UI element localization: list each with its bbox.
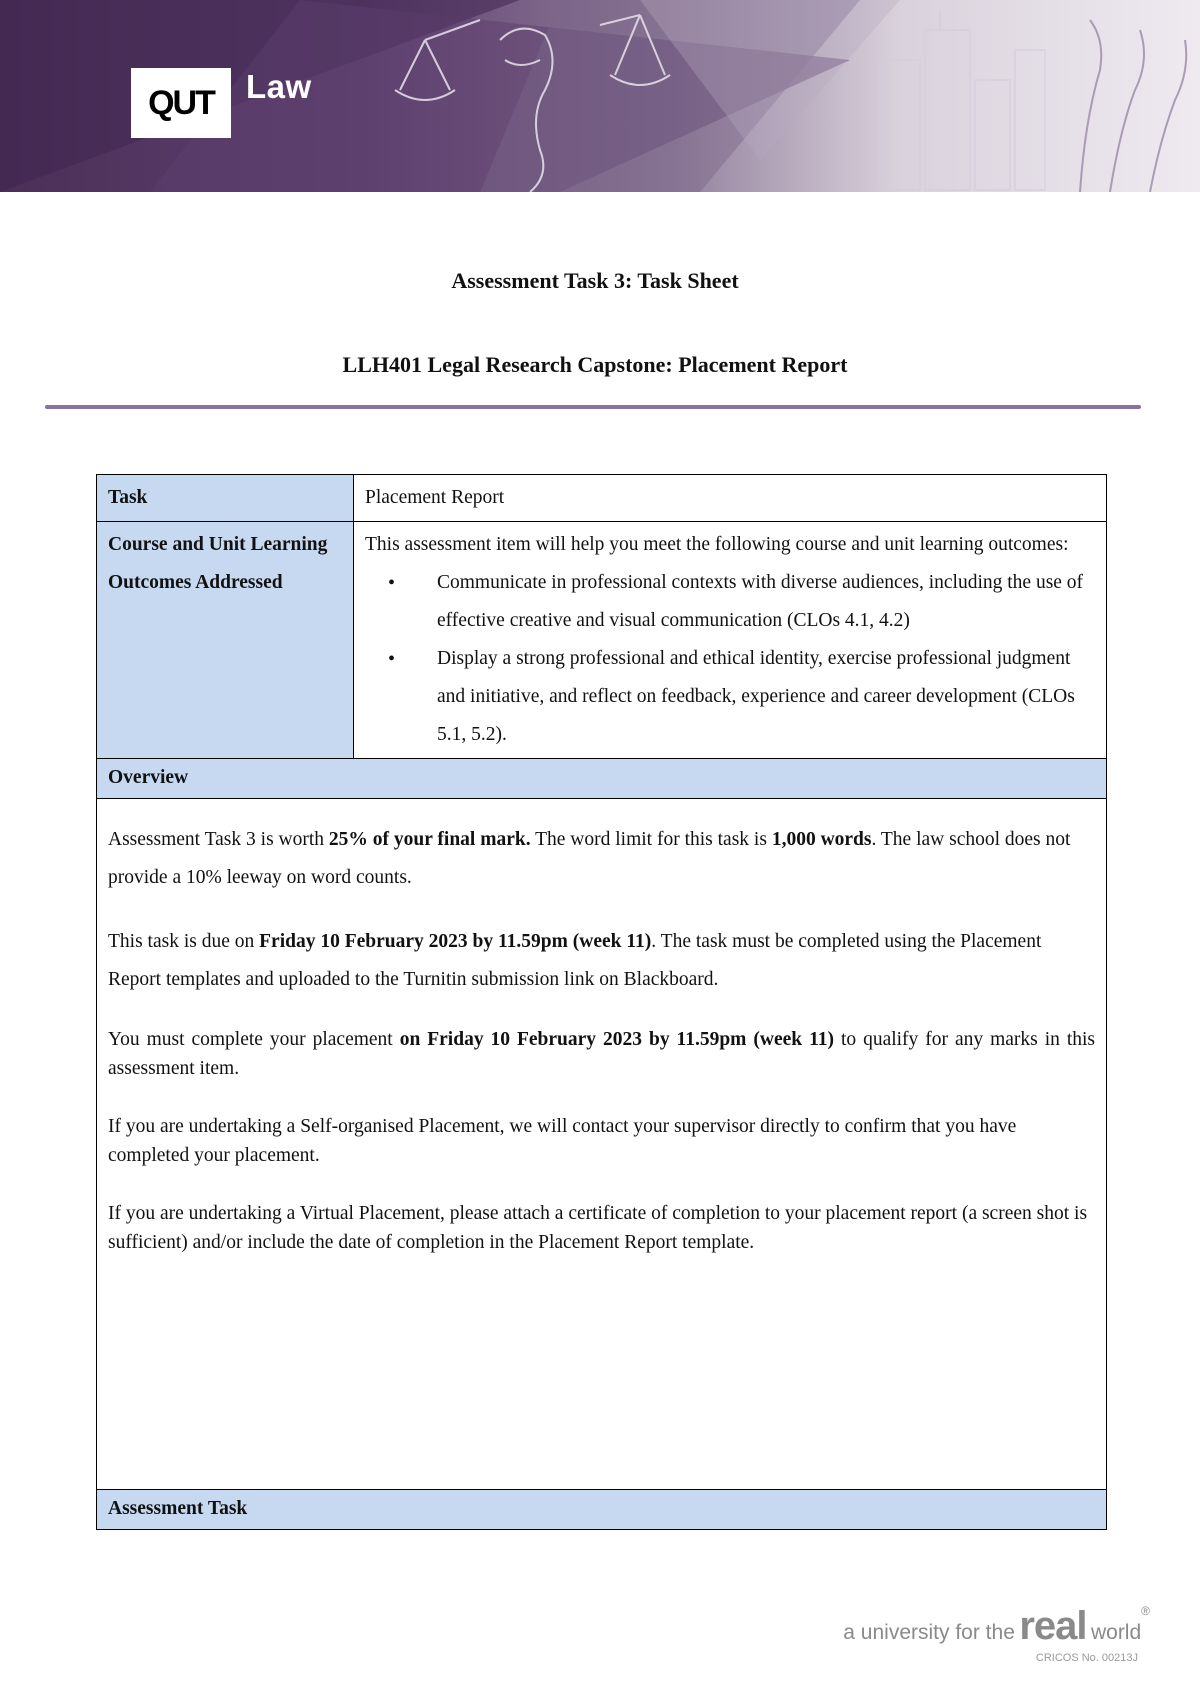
logo-qut-text: QUT [148,83,214,122]
table-row-overview-body [97,799,1106,1490]
outcomes-cell [354,522,1106,758]
table-row-task [97,475,1106,522]
table-row-outcomes [97,522,1106,759]
task-value: Placement Report [365,487,505,508]
tagline-text: a university for the [843,1621,1015,1644]
table-row-assessment-task [97,1490,1106,1529]
task-sheet-table [96,474,1107,1530]
task-label: Task [97,475,354,521]
overview-body [97,799,1106,1489]
overview-heading: Overview [97,759,1106,798]
tagline-world: world [1090,1621,1142,1644]
table-row-overview-head [97,759,1106,799]
overview-paragraph-1: Assessment Task 3 is worth 25% of your final mark. The word limit for this task is 1,000 words. The law school does not provide a 10% leeway on word counts. [108,829,1071,888]
title-divider [45,405,1141,409]
registered-mark: ® [1141,1604,1150,1618]
cricos-number: CRICOS No. 00213J [1035,1652,1138,1664]
university-tagline [843,1604,1150,1649]
overview-paragraph-3: You must complete your placement on Friday 10 February 2023 by 11.59pm (week 11) to qualify for any marks in this assessment item. [108,1029,1095,1079]
outcome-item: • Communicate in professional contexts with diverse audiences, including the use of effective creative and visual communication (CLOs 4.1, 4.2) [413,564,1095,640]
qut-logo [131,68,231,138]
assessment-task-heading: Assessment Task [97,1490,1106,1529]
tagline-real: real [1019,1604,1087,1648]
header-banner [0,0,1200,192]
overview-paragraph-5: If you are undertaking a Virtual Placement, please attach a certificate of completion to your placement report (a screen shot is sufficient) and/or include the date of completion in the Placement Report template. [108,1203,1088,1253]
unit-title: LLH401 Legal Research Capstone: Placement Report [342,352,848,377]
outcomes-list [365,564,1095,754]
outcome-item: • Display a strong professional and ethical identity, exercise professional judgment and initiative, and reflect on feedback, experience and career development (CLOs 5.1, 5.2). [413,640,1095,754]
overview-paragraph-2: This task is due on Friday 10 February 2023 by 11.59pm (week 11). The task must be completed using the Placement Report templates and uploaded to the Turnitin submission link on Blackboard. [108,931,1042,990]
logo-law-text: Law [246,68,312,105]
overview-paragraph-4: If you are undertaking a Self-organised Placement, we will contact your supervisor directly to confirm that you have completed your placement. [108,1116,1017,1166]
outcomes-label: Course and Unit Learning Outcomes Addressed [97,522,354,758]
outcomes-intro: This assessment item will help you meet the following course and unit learning outcomes: [365,534,1069,555]
page-title: Assessment Task 3: Task Sheet [451,268,739,293]
